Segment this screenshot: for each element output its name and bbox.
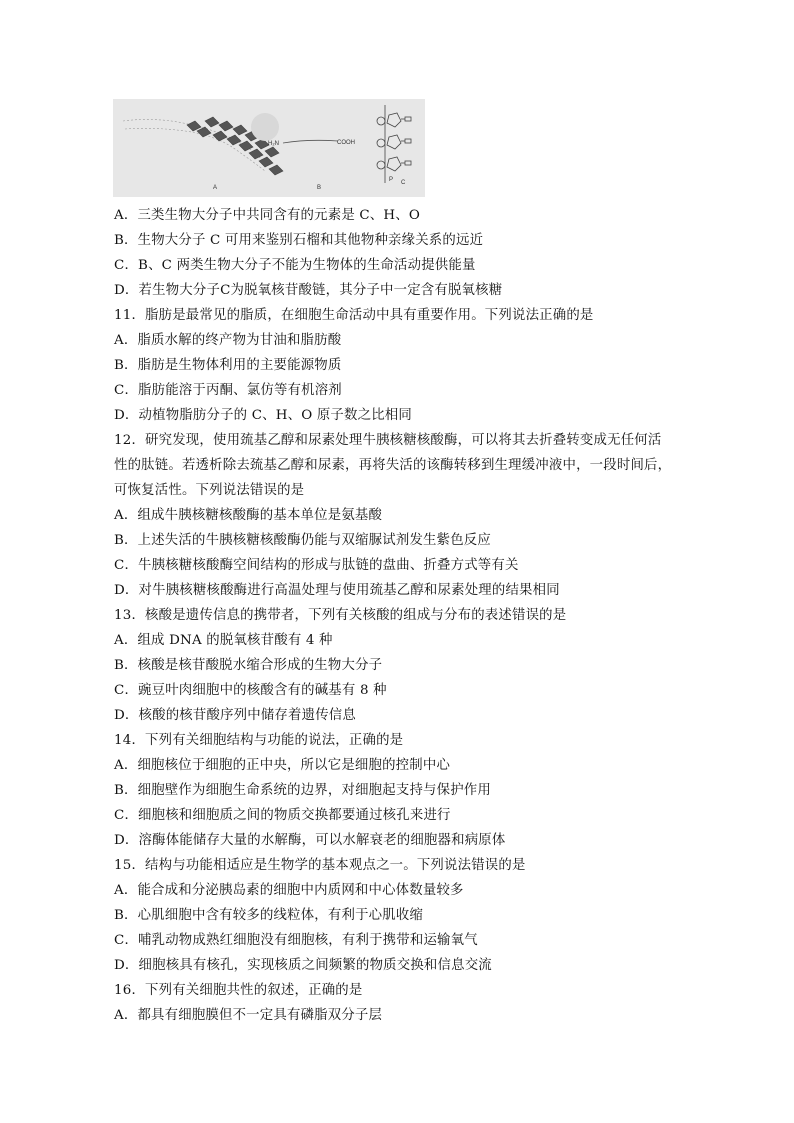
question-12-stem: 12．研究发现，使用巯基乙醇和尿素处理牛胰核糖核酸酶，可以将其去折叠转变成无任何活 — [114, 433, 662, 448]
question-12-stem-cont: 性的肽链。若透析除去巯基乙醇和尿素，再将失活的该酶转移到生理缓冲液中，一段时间后， — [114, 458, 672, 473]
option-line: A．组成牛胰核糖核酸酶的基本单位是氨基酸 — [114, 508, 383, 523]
option-line: D．对牛胰核糖核酸酶进行高温处理与使用巯基乙醇和尿素处理的结果相同 — [114, 583, 560, 598]
option-line: A．能合成和分泌胰岛素的细胞中内质网和中心体数量较多 — [114, 883, 464, 898]
option-line: B．细胞壁作为细胞生命系统的边界，对细胞起支持与保护作用 — [114, 783, 491, 798]
protein-blob — [251, 113, 279, 141]
option-line: C．细胞核和细胞质之间的物质交换都要通过核孔来进行 — [114, 808, 451, 823]
question-14-stem: 14．下列有关细胞结构与功能的说法，正确的是 — [114, 733, 404, 748]
figure-label-cooh: COOH — [337, 140, 355, 146]
option-line: D．细胞核具有核孔，实现核质之间频繁的物质交换和信息交流 — [114, 958, 492, 973]
option-line: C．牛胰核糖核酸酶空间结构的形成与肽链的盘曲、折叠方式等有关 — [114, 558, 519, 573]
question-16-stem: 16．下列有关细胞共性的叙述，正确的是 — [114, 983, 363, 998]
figure-label-c: C — [401, 180, 406, 186]
option-line: D．若生物大分子C为脱氧核苷酸链，其分子中一定含有脱氧核糖 — [114, 283, 503, 298]
figure-label-b: B — [317, 185, 322, 191]
figure-label-a: A — [213, 185, 218, 191]
option-line: A．组成 DNA 的脱氧核苷酸有 4 种 — [114, 633, 333, 648]
figure-label-h2n: H₂N — [268, 141, 279, 147]
option-line: C．脂肪能溶于丙酮、氯仿等有机溶剂 — [114, 383, 342, 398]
option-line: A．细胞核位于细胞的正中央，所以它是细胞的控制中心 — [114, 758, 451, 773]
option-line: D．核酸的核苷酸序列中储存着遗传信息 — [114, 708, 356, 723]
option-line: B．脂肪是生物体利用的主要能源物质 — [114, 358, 342, 373]
option-line: B．上述失活的牛胰核糖核酸酶仍能与双缩脲试剂发生紫色反应 — [114, 533, 491, 548]
option-line: C．豌豆叶肉细胞中的核酸含有的碱基有 8 种 — [114, 683, 387, 698]
peptide-chain-b — [283, 140, 338, 143]
figure-label-p: P — [389, 177, 394, 183]
option-line: A．都具有细胞膜但不一定具有磷脂双分子层 — [114, 1008, 383, 1023]
option-line: A．脂质水解的终产物为甘油和脂肪酸 — [114, 333, 342, 348]
question-11-stem: 11．脂肪是最常见的脂质，在细胞生命活动中具有重要作用。下列说法正确的是 — [114, 308, 594, 323]
option-line: B．核酸是核苷酸脱水缩合形成的生物大分子 — [114, 658, 383, 673]
biomolecule-figure — [113, 99, 425, 197]
option-line: D．动植物脂肪分子的 C、H、O 原子数之比相同 — [114, 408, 412, 423]
option-line: B．生物大分子 C 可用来鉴别石榴和其他物种亲缘关系的远近 — [114, 233, 484, 248]
question-12-stem-cont: 可恢复活性。下列说法错误的是 — [114, 483, 305, 498]
option-line: C．B、C 两类生物大分子不能为生物体的生命活动提供能量 — [114, 258, 476, 273]
question-15-stem: 15．结构与功能相适应是生物学的基本观点之一。下列说法错误的是 — [114, 858, 526, 873]
option-line: A．三类生物大分子中共同含有的元素是 C、H、O — [114, 208, 421, 223]
nucleotide-chain-c — [377, 105, 411, 183]
option-line: D．溶酶体能储存大量的水解酶，可以水解衰老的细胞器和病原体 — [114, 833, 506, 848]
option-line: B．心肌细胞中含有较多的线粒体，有利于心肌收缩 — [114, 908, 424, 923]
biomolecule-diagram — [113, 99, 425, 197]
question-13-stem: 13．核酸是遗传信息的携带者，下列有关核酸的组成与分布的表述错误的是 — [114, 608, 567, 623]
question-text — [114, 203, 714, 1028]
option-line: C．哺乳动物成熟红细胞没有细胞核，有利于携带和运输氧气 — [114, 933, 478, 948]
